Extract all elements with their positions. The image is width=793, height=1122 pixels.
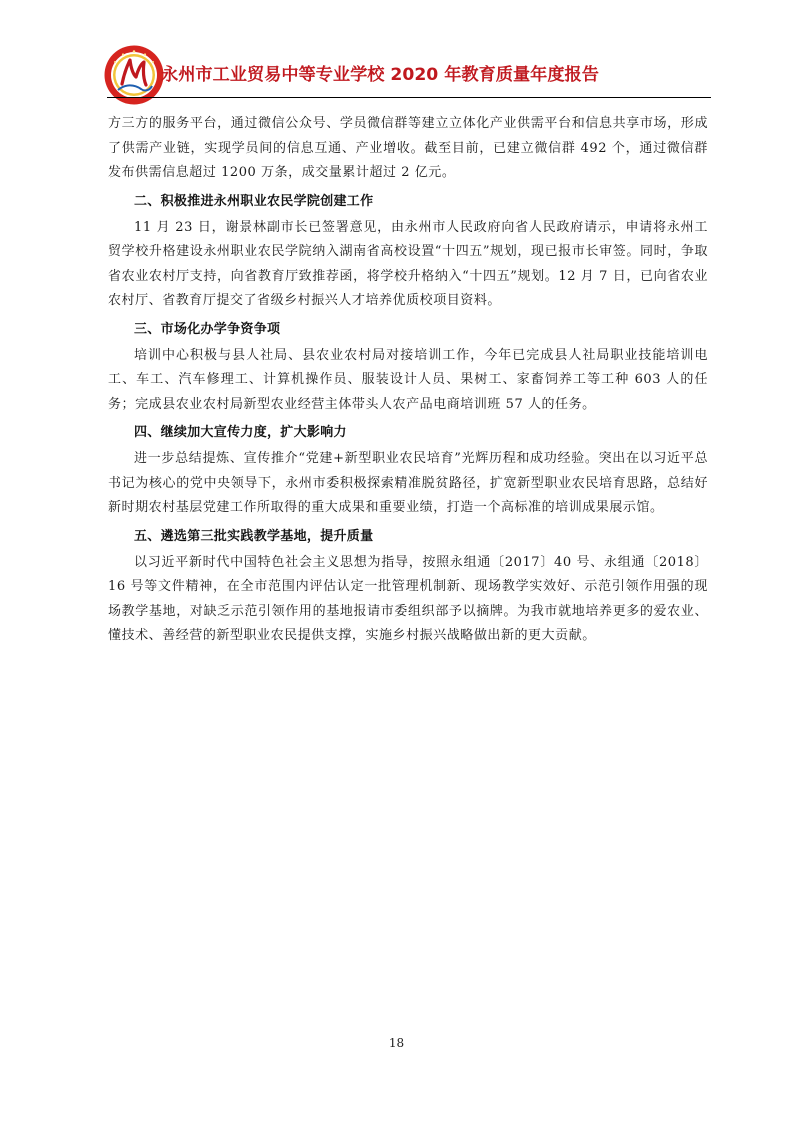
section-heading: 二、积极推进永州职业农民学院创建工作: [134, 193, 374, 209]
header-divider: [107, 97, 711, 98]
report-body: [108, 112, 708, 649]
section-heading: 五、遴选第三批实践教学基地，提升质量: [134, 528, 374, 544]
paragraph: 以习近平新时代中国特色社会主义思想为指导，按照永组通〔2017〕40 号、永组通〔2018〕16 号等文件精神，在全市范围内评估认定一批管理机制新、现场教学实效好、示范引领作用强的现场教学基地，对缺乏示范引领作用的基地报请市委组织部予以摘牌。为我市就地培养更多的爱农业、懂技术、善经营的新型职业农民提供支撑，实施乡村振兴战略做出新的更大贡献。: [108, 554, 708, 643]
paragraph: 11 月 23 日，谢景林副市长已签署意见，由永州市人民政府向省人民政府请示，申请将永州工贸学校升格建设永州职业农民学院纳入湖南省高校设置“十四五”规划，现已报市长审签。同时，争取省农业农村厅支持，向省教育厅致推荐函，将学校升格纳入“十四五”规划。12 月 7 日，已向省农业农村厅、省教育厅提交了省级乡村振兴人才培养优质校项目资料。: [108, 219, 708, 308]
page-number: 18: [388, 1036, 405, 1050]
section-heading: 四、继续加大宣传力度，扩大影响力: [134, 425, 347, 440]
report-header-title: 永州市工业贸易中等专业学校 2020 年教育质量年度报告: [161, 65, 599, 85]
paragraph: 培训中心积极与县人社局、县农业农村局对接培训工作，今年已完成县人社局职业技能培训电工、车工、汽车修理工、计算机操作员、服装设计人员、果树工、家畜饲养工等工种 603 人的任务；完成县农业农村局新型农业经营主体带头人农产品电商培训班 57 人的任务。: [108, 347, 708, 412]
paragraph: 进一步总结提炼、宣传推介“党建+新型职业农民培育”光辉历程和成功经验。突出在以习近平总书记为核心的党中央领导下，永州市委积极探索精准脱贫路径，扩宽新型职业农民培育思路，总结好新时期农村基层党建工作所取得的重大成果和重要业绩，打造一个高标准的培训成果展示馆。: [108, 451, 708, 515]
section-heading: 三、市场化办学争资争项: [134, 321, 281, 337]
paragraph: 方三方的服务平台，通过微信公众号、学员微信群等建立立体化产业供需平台和信息共享市场，形成了供需产业链，实现学员间的信息互通、产业增收。截至目前，已建立微信群 492 个，通过微信群发布供需信息超过 1200 万条，成交量累计超过 2 亿元。: [108, 116, 708, 180]
